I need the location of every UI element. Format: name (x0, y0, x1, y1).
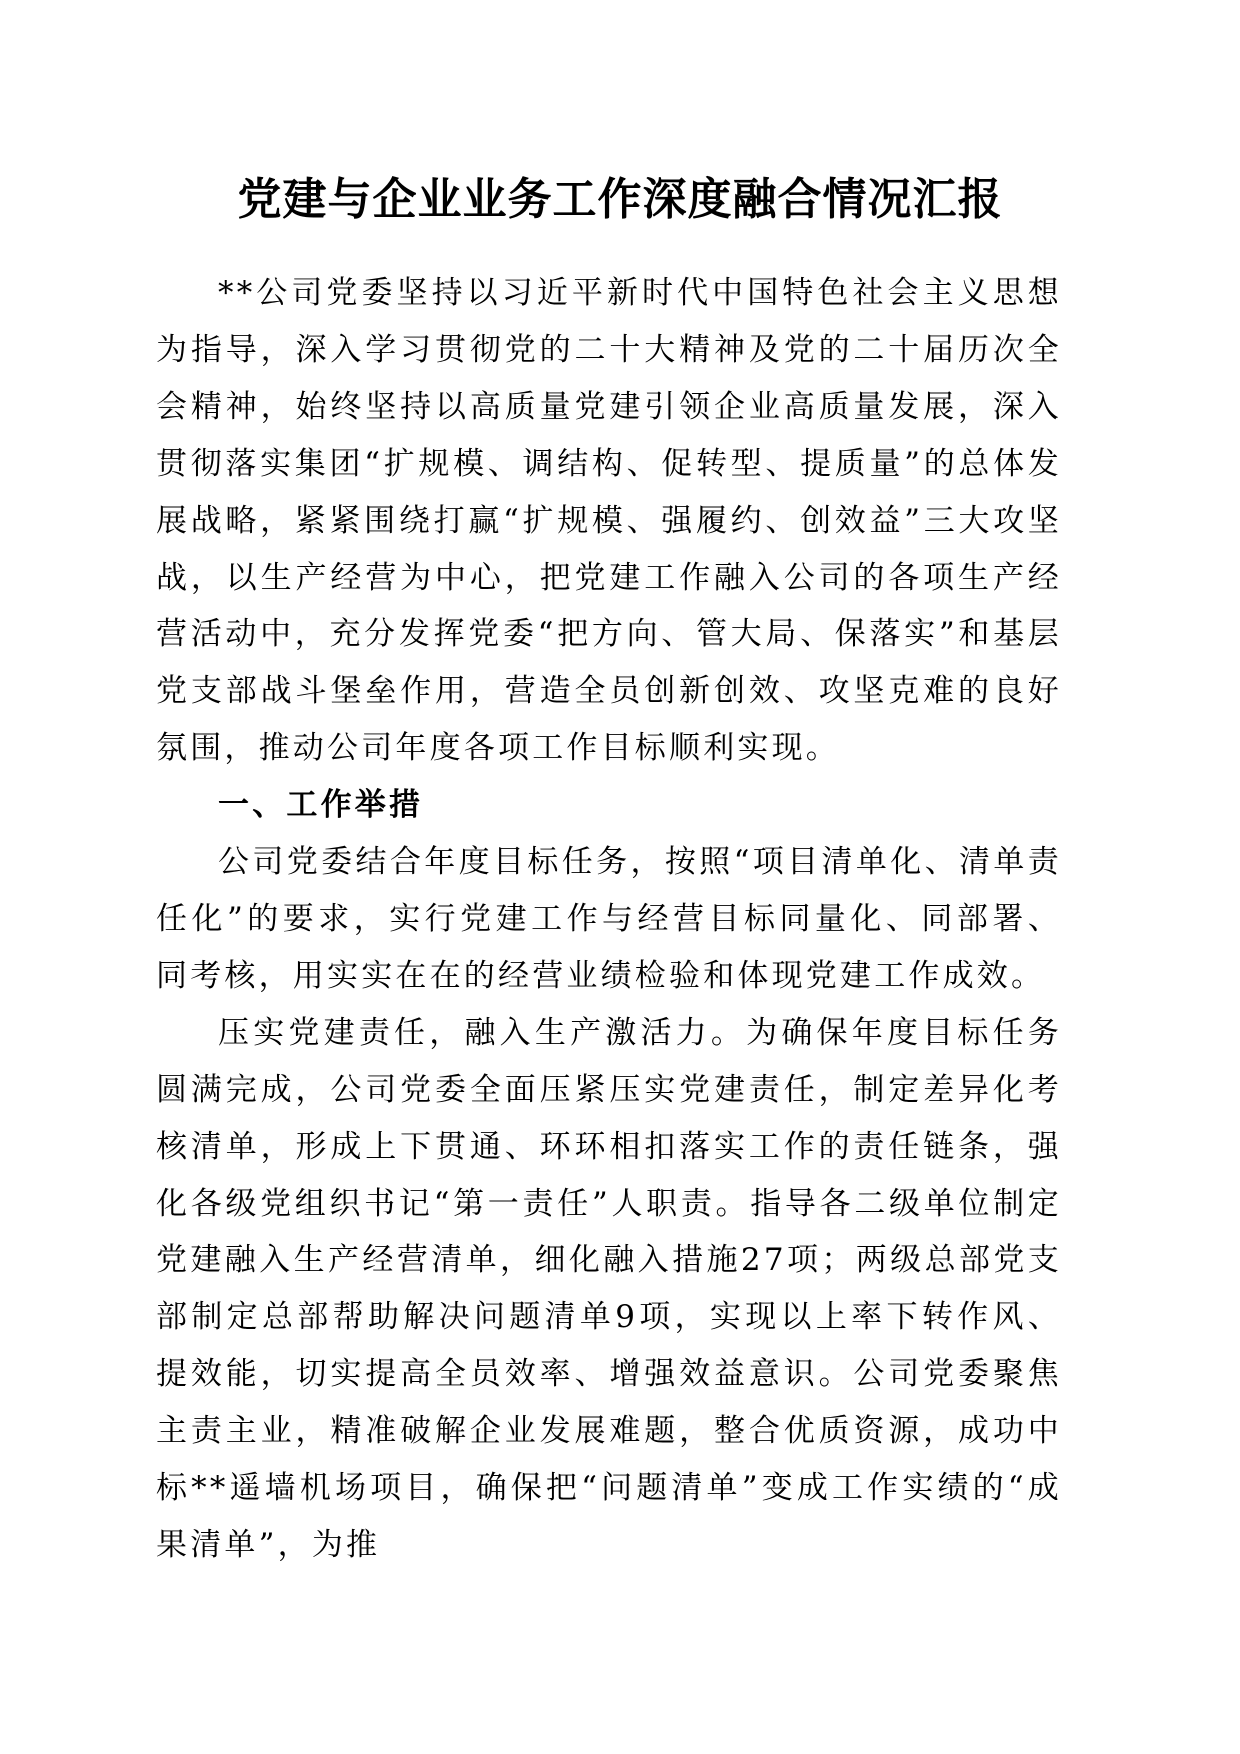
section-intro-paragraph: 公司党委结合年度目标任务，按照“项目清单化、清单责任化”的要求，实行党建工作与经营目标同量化、同部署、同考核，用实实在在的经营业绩检验和体现党建工作成效。 (156, 844, 1062, 994)
document-body (156, 265, 1062, 1574)
document-title: 党建与企业业务工作深度融合情况汇报 (237, 174, 1003, 225)
responsibility-paragraph: 压实党建责任，融入生产激活力。为确保年度目标任务圆满完成，公司党委全面压紧压实党建责任，制定差异化考核清单，形成上下贯通、环环相扣落实工作的责任链条，强化各级党组织书记“第一责任”人职责。指导各二级单位制定党建融入生产经营清单，细化融入措施27项；两级总部党支部制定总部帮助解决问题清单9项，实现以上率下转作风、提效能，切实提高全员效率、增强效益意识。公司党委聚焦主责主业，精准破解企业发展难题，整合优质资源，成功中标**遥墙机场项目，确保把“问题清单”变成工作实绩的“成果清单”，为推 (156, 1014, 1062, 1563)
section-heading: 一、工作举措 (218, 787, 424, 824)
intro-paragraph: **公司党委坚持以习近平新时代中国特色社会主义思想为指导，深入学习贯彻党的二十大精神及党的二十届历次全会精神，始终坚持以高质量党建引领企业高质量发展，深入贯彻落实集团“扩规模、调结构、促转型、提质量”的总体发展战略，紧紧围绕打赢“扩规模、强履约、创效益”三大攻坚战，以生产经营为中心，把党建工作融入公司的各项生产经营活动中，充分发挥党委“把方向、管大局、保落实”和基层党支部战斗堡垒作用，营造全员创新创效、攻坚克难的良好氛围，推动公司年度各项工作目标顺利实现。 (156, 275, 1062, 767)
